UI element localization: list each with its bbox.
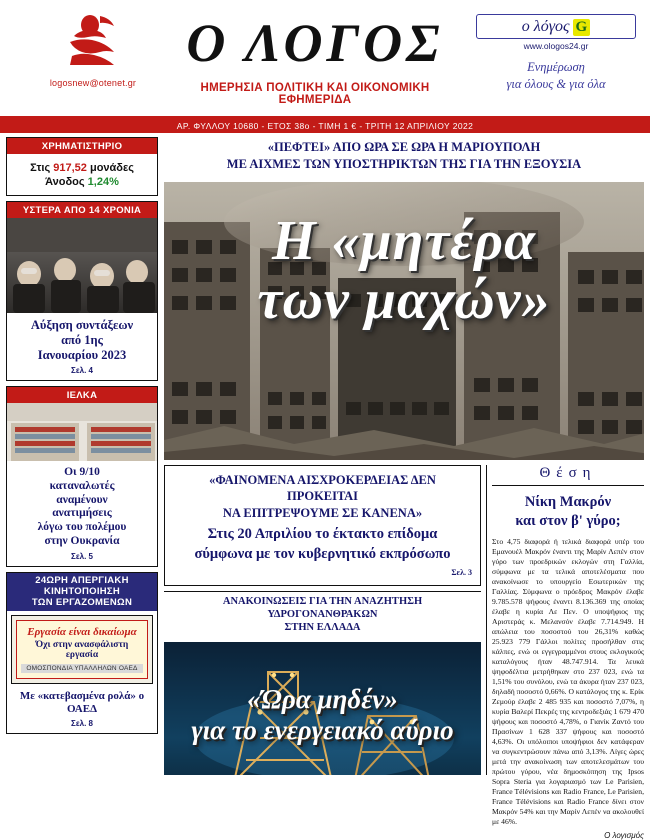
opinion-column: [486, 465, 644, 840]
ielka-caption-3: αναμένουν: [56, 493, 108, 506]
energy-kicker: [164, 591, 481, 637]
ielka-caption-4: ανατιμήσεις: [52, 507, 112, 520]
strike-flyer: [11, 615, 153, 684]
stock-header: ΧΡΗΜΑΤΙΣΤΗΡΙΟ: [7, 138, 157, 154]
energy-kicker-line-2: ΣΤΗΝ ΕΛΛΑΔΑ: [284, 622, 361, 634]
website-tagline: [476, 59, 636, 93]
website-name: ο λόγος: [521, 18, 570, 35]
paper-title-block: [165, 13, 465, 106]
website-block: [476, 14, 636, 93]
article-profiteering[interactable]: [164, 465, 481, 586]
page-title: Ο ΛΟΓΟΣ: [186, 13, 444, 73]
pensions-caption-2: από 1ης: [61, 333, 103, 347]
opinion-title-line-2: και στον β' γύρο;: [515, 512, 621, 529]
pensions-photo: [7, 218, 157, 313]
profiteering-line-3: Στις 20 Απριλίου το έκτακτο επίδομα: [207, 525, 438, 542]
website-badge: G: [573, 19, 591, 36]
profiteering-line-1: «ΦΑΙΝΟΜΕΝΑ ΑΙΣΧΡΟΚΕΡΔΕΙΑΣ ΔΕΝ ΠΡΟΚΕΙΤΑΙ: [209, 473, 436, 504]
ielka-photo: [7, 403, 157, 461]
content-area: [0, 133, 650, 840]
secondary-row: [164, 465, 644, 840]
energy-headline: [164, 684, 481, 746]
strike-flyer-inner: [16, 620, 148, 679]
publisher-logo: [18, 12, 168, 88]
sidebar-item-stock-market[interactable]: [6, 137, 158, 196]
stock-index-line: [13, 162, 151, 174]
stock-unit: μονάδες: [89, 162, 134, 174]
lead-headline: [164, 209, 644, 331]
main-column: [164, 137, 644, 840]
secondary-left: [164, 465, 481, 775]
sidebar: [6, 137, 158, 775]
pensions-caption-3: Ιανουαρίου 2023: [37, 348, 127, 362]
opinion-body: Στο 4,75 διαφορά ή τελικά διαφορά υπέρ του Εμανουέλ Μακρόν έναντι της Μαρίν Λεπέν στον γύρο των προεδρικών εκλογών στη Γαλλία, σύμφωνα με τα τελικά αποτελέσματα που ανακοίνωσε το υπουργείο Εσωτερικών της Γαλλίας. Σύμφωνα ο πρόεδρος Μακρόν έλαβε 9.785.578 ψήφους έναντι 8.136.369 της οποίας έλαβε η κυρία Λε Πεν. Ο υποψήφιος της Αριστεράς κ. Μελανσόν έλαβε 7.714.949. Η απώλεια του ποσοστού του 26,31% καθώς 25.923 779 Γάλλοι πολίτες προσήλθαν στις κάλπες, ενώ οι εγγεγραμμένοι στους εκλογικούς καταλόγους ήταν 48.747.914. Τα λευκά ψηφοδέλτια μετρήθηκαν στο 237 023, ενώ τα 1,51% του συνόλου, ενώ τα άκυρα ήταν 237 023, δηλαδή ποσοστό 0,66%. Ο κατάλογος της κ. Ερίκ Ζεμούρ έλαβε 2 485 935 και ποσοστό 7,07%, η κυρία Βαλερί Πεκρές της κεντροδεξιάς 1 679 470 ψήφους και ποσοστό 4,78%, ο Γιανίκ Ζαντό του Πρασίνων 1 628 337 ψήφους και ποσοστό 4,63%. Οι υπόλοιποι υποψήφιοι δεν κατάφεραν να συγκεντρώσουν πάνω από 3,13%. Λίγες ώρες μετά την ανακοίνωση των αποτελεσμάτων του πρώτου γύρου, νέα δημοσκόπηση της Ipsos Sopra Steria για λογαριασμό των Le Parisien, France Télévisions και Radio France, Le Parisien, France Télévisions και Radio France δίνει στον Μακρόν 54% και την Μαρίν Λεπέν να ακολουθεί με 46%.: [492, 536, 644, 827]
energy-photo: [164, 642, 481, 775]
pensions-caption-1: Αύξηση συντάξεων: [30, 318, 134, 332]
tagline-line-1: Ενημέρωση: [527, 60, 585, 74]
tagline-line-2: για όλους & για όλα: [506, 76, 606, 91]
strike-caption-text: Με «κατεβασμένα ρολά» ο ΟΑΕΔ: [19, 689, 145, 715]
lead-kicker-line-1: «ΠΕΦΤΕΙ» ΑΠΟ ΩΡΑ ΣΕ ΩΡΑ Η ΜΑΡΙΟΥΠΟΛΗ: [267, 140, 541, 154]
logo-icon: [60, 12, 126, 74]
strike-header: [7, 573, 157, 611]
energy-headline-line-2: για το ενεργειακό αύριο: [191, 715, 454, 746]
pensions-caption: [7, 313, 157, 380]
stock-change-value: 1,24%: [87, 176, 119, 188]
lead-headline-line-2: των μαχών»: [257, 268, 551, 331]
stock-prefix: Στις: [30, 162, 51, 174]
contact-email: logosnew@otenet.gr: [49, 78, 137, 88]
ielka-header: ΙΕΛΚΑ: [7, 387, 157, 403]
profiteering-page-ref[interactable]: Σελ. 3: [451, 567, 472, 577]
ielka-caption: [7, 461, 157, 566]
strike-header-line-2: ΤΩΝ ΕΡΓΑΖΟΜΕΝΩΝ: [31, 597, 133, 609]
opinion-title-line-1: Νίκη Μακρόν: [524, 494, 612, 510]
stock-body: [7, 154, 157, 195]
strike-flyer-line-2: Όχι στην ανασφάλιστη εργασία: [35, 639, 129, 660]
strike-flyer-band: ΟΜΟΣΠΟΝΔΙΑ ΥΠΑΛΛΗΛΩΝ ΟΑΕΔ: [21, 664, 143, 673]
stock-value: 917,52: [53, 162, 87, 174]
paper-subtitle: ΗΜΕΡΗΣΙΑ ΠΟΛΙΤΙΚΗ ΚΑΙ ΟΙΚΟΝΟΜΙΚΗ ΕΦΗΜΕΡΙΔΑ: [200, 82, 430, 106]
ielka-caption-2: καταναλωτές: [49, 479, 115, 492]
website-url[interactable]: www.ologos24.gr: [523, 41, 589, 51]
sidebar-item-pensions[interactable]: [6, 201, 158, 381]
pensions-page-ref[interactable]: Σελ. 4: [71, 366, 93, 375]
issue-info-bar: ΑΡ. ΦΥΛΛΟΥ 10680 - ΕΤΟΣ 38ο - ΤΙΜΗ 1 € - ΤΡΙΤΗ 12 ΑΠΡΙΛΙΟΥ 2022: [0, 118, 650, 133]
ielka-page-ref[interactable]: Σελ. 5: [71, 551, 93, 561]
opinion-title: [492, 486, 644, 537]
strike-caption: [7, 688, 157, 733]
lead-kicker: [164, 137, 644, 177]
energy-headline-line-1: «Ώρα μηδέν»: [247, 684, 398, 715]
profiteering-line-2: ΝΑ ΕΠΙΤΡΕΨΟΥΜΕ ΣΕ ΚΑΝΕΝΑ»: [222, 505, 423, 520]
stock-change-label: Άνοδος: [45, 176, 85, 188]
lead-kicker-line-2: ΜΕ ΑΙΧΜΕΣ ΤΩΝ ΥΠΟΣΤΗΡΙΚΤΩΝ ΤΗΣ ΓΙΑ ΤΗΝ ΕΞΟΥΣΙΑ: [226, 156, 582, 171]
sidebar-item-strike[interactable]: [6, 572, 158, 734]
ielka-caption-6: στην Ουκρανία: [44, 534, 120, 547]
sidebar-item-ielka[interactable]: [6, 386, 158, 567]
energy-kicker-line-1: ΑΝΑΚΟΙΝΩΣΕΙΣ ΓΙΑ ΤΗΝ ΑΝΑΖΗΤΗΣΗ ΥΔΡΟΓΟΝΑΝΘΡΑΚΩΝ: [222, 595, 423, 620]
strike-header-line-1: 24ΩΡΗ ΑΠΕΡΓΙΑΚΗ ΚΙΝΗΤΟΠΟΙΗΣΗ: [35, 575, 129, 598]
ielka-caption-1: Οι 9/10: [64, 466, 100, 478]
opinion-signature: Ο λογισμός: [604, 831, 644, 840]
masthead: [0, 0, 650, 118]
strike-page-ref[interactable]: Σελ. 8: [71, 719, 93, 729]
opinion-section-label: Θέση: [492, 465, 644, 486]
stock-change-line: [13, 176, 151, 188]
profiteering-line-4: σύμφωνα με τον κυβερνητικό εκπρόσωπο: [194, 546, 451, 563]
ielka-caption-5: λόγω του πολέμου: [37, 521, 127, 534]
lead-headline-line-1: Η «μητέρα: [271, 209, 537, 272]
pensions-header: ΥΣΤΕΡΑ ΑΠΟ 14 ΧΡΟΝΙΑ: [7, 202, 157, 218]
strike-flyer-line-1: Εργασία είναι δικαίωμα: [27, 625, 137, 638]
lead-photo: [164, 182, 644, 460]
website-logo[interactable]: [476, 14, 636, 39]
